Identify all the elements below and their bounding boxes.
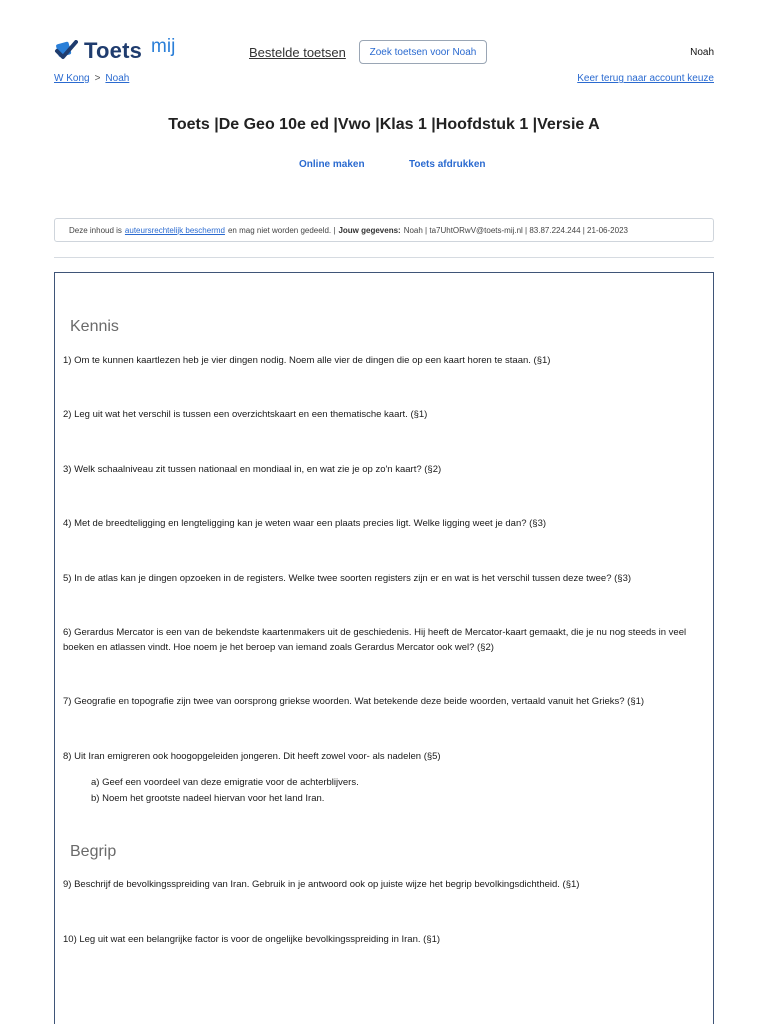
make-online-link[interactable]: Online maken	[299, 159, 365, 170]
question-10: 10) Leg uit wat een belangrijke factor is voor de ongelijke bevolkingsspreiding in Iran. (§1)	[63, 934, 441, 945]
question-4: 4) Met de breedteligging en lengteligging kan je weten waar een plaats precies ligt. Welke ligging weet je dan? (§3)	[63, 518, 547, 529]
subquestion-8b: b) Noem het grootste nadeel hiervan voor het land Iran.	[91, 793, 325, 804]
question-2: 2) Leg uit wat het verschil is tussen een overzichtskaart en een thematische kaart. (§1)	[63, 409, 428, 420]
logo-word: Toets	[84, 38, 143, 63]
subquestion-8a: a) Geef een voordeel van deze emigratie voor de achterblijvers.	[91, 777, 359, 788]
notice-label: Jouw gegevens:	[338, 225, 401, 235]
copyright-link[interactable]: auteursrechtelijk beschermd	[124, 225, 225, 235]
back-to-account-link[interactable]: Keer terug naar account keuze	[577, 73, 714, 84]
logo[interactable]	[54, 38, 175, 64]
checkmark-logo-icon	[54, 40, 78, 62]
print-test-link[interactable]: Toets afdrukken	[409, 159, 486, 170]
notice-middle: en mag niet worden gedeeld. |	[227, 225, 336, 235]
question-6: 6) Gerardus Mercator is een van de bekendste kaartenmakers uit de geschiedenis. Hij heeft de Mercator-kaart gemaakt, die je nu nog steeds in veel boeken en atlassen vindt. Hoe noem je het beroep van iemand zoals Gerardus Mercator ook wel? (§2)	[63, 627, 687, 653]
question-3: 3) Welk schaalniveau zit tussen nationaal en mondiaal in, en wat zie je op zo'n kaart? (§2)	[63, 464, 442, 475]
section-heading-begrip: Begrip	[70, 843, 117, 860]
user-name[interactable]: Noah	[690, 47, 714, 58]
copyright-notice	[54, 218, 714, 242]
divider	[54, 257, 714, 258]
question-1: 1) Om te kunnen kaartlezen heb je vier dingen nodig. Noem alle vier de dingen die op een kaart horen te staan. (§1)	[63, 355, 551, 366]
question-8: 8) Uit Iran emigreren ook hoogopgeleiden jongeren. Dit heeft zowel voor- als nadelen (§5)	[63, 751, 441, 762]
question-5: 5) In de atlas kan je dingen opzoeken in de registers. Welke twee soorten registers zijn er en wat is het verschil tussen deze twee? (§3)	[63, 573, 632, 584]
ordered-tests-link[interactable]: Bestelde toetsen	[249, 45, 346, 60]
breadcrumb-item-account[interactable]: W Kong	[54, 73, 90, 84]
notice-prefix: Deze inhoud is	[69, 225, 122, 235]
search-tests-button[interactable]: Zoek toetsen voor Noah	[359, 40, 487, 64]
page-title: Toets |De Geo 10e ed |Vwo |Klas 1 |Hoofdstuk 1 |Versie A	[168, 116, 600, 133]
breadcrumb-item-student[interactable]: Noah	[105, 73, 130, 84]
logo-suffix: mij	[151, 36, 176, 57]
test-document	[54, 272, 714, 1024]
notice-details: Noah | ta7UhtORwV@toets-mij.nl | 83.87.224.244 | 21-06-2023	[403, 225, 628, 235]
section-heading-kennis: Kennis	[70, 318, 119, 335]
question-7: 7) Geografie en topografie zijn twee van oorsprong griekse woorden. Wat betekende deze beide woorden, vertaald vanuit het Grieks? (§1)	[63, 696, 645, 707]
question-9: 9) Beschrijf de bevolkingsspreiding van Iran. Gebruik in je antwoord ook op juiste wijze het begrip bevolkingsdichtheid. (§1)	[63, 879, 580, 890]
breadcrumb	[54, 73, 129, 84]
breadcrumb-separator: >	[94, 73, 101, 84]
